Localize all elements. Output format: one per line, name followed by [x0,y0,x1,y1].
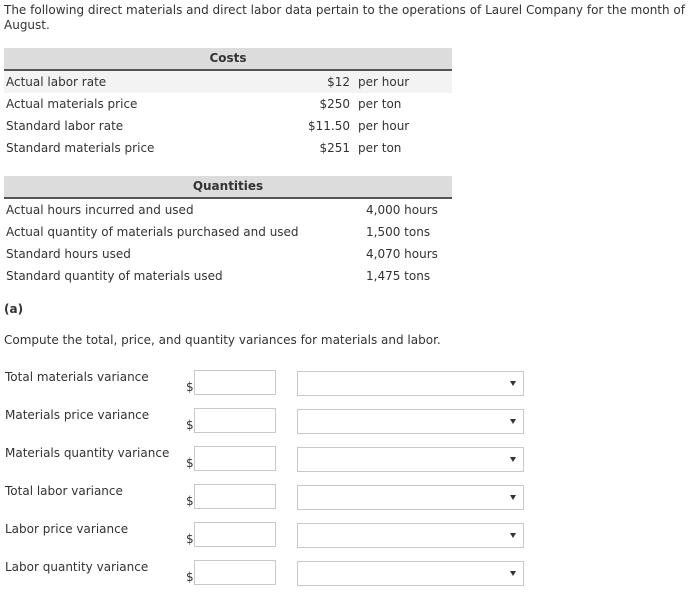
materials-price-variance-select[interactable] [297,409,524,434]
quantity-label: Actual hours incurred and used [6,203,194,217]
quantity-value: 4,070 hours [366,247,438,261]
instruction-text: Compute the total, price, and quantity variances for materials and labor. [4,333,441,347]
quantity-row-actual-hours [4,199,452,221]
total-materials-variance-select[interactable] [297,371,524,396]
quantity-row-standard-materials [4,265,452,287]
cost-label: Standard materials price [6,141,155,155]
cost-amount: $12 [327,75,350,89]
variance-label: Labor price variance [5,522,129,536]
variance-row-materials-price [0,408,695,436]
labor-price-variance-input[interactable] [194,522,276,547]
cost-unit: per ton [358,97,402,111]
variance-row-total-materials [0,370,695,398]
variance-row-labor-price [0,522,695,550]
dollar-sign: $ [186,494,194,508]
caret-down-icon [510,533,516,538]
quantity-row-actual-materials [4,221,452,243]
quantity-value: 1,500 tons [366,225,431,239]
cost-amount: $250 [319,97,350,111]
caret-down-icon [510,457,516,462]
variance-row-labor-quantity [0,560,695,588]
quantity-value: 1,475 tons [366,269,431,283]
dollar-sign: $ [186,532,194,546]
caret-down-icon [510,571,516,576]
total-materials-variance-input[interactable] [194,370,276,395]
quantities-table-header: Quantities [4,176,452,199]
cost-row-actual-materials-price [4,93,452,115]
part-label: (a) [4,302,24,316]
cost-unit: per ton [358,141,402,155]
dollar-sign: $ [186,380,194,394]
labor-price-variance-select[interactable] [297,523,524,548]
cost-row-actual-labor-rate [4,71,452,93]
labor-quantity-variance-select[interactable] [297,561,524,586]
labor-quantity-variance-input[interactable] [194,560,276,585]
materials-quantity-variance-select[interactable] [297,447,524,472]
cost-label: Standard labor rate [6,119,124,133]
variance-label: Materials price variance [5,408,150,422]
caret-down-icon [510,419,516,424]
total-labor-variance-input[interactable] [194,484,276,509]
cost-label: Actual labor rate [6,75,107,89]
cost-amount: $251 [319,141,350,155]
variance-label: Materials quantity variance [5,446,170,460]
problem-intro: The following direct materials and direct labor data pertain to the operations of Laurel Company for the month of August. [4,3,685,32]
variance-label: Total materials variance [5,370,149,384]
dollar-sign: $ [186,418,194,432]
caret-down-icon [510,495,516,500]
dollar-sign: $ [186,570,194,584]
quantity-label: Actual quantity of materials purchased and used [6,225,299,239]
caret-down-icon [510,381,516,386]
materials-price-variance-input[interactable] [194,408,276,433]
total-labor-variance-select[interactable] [297,485,524,510]
cost-row-standard-labor-rate [4,115,452,137]
costs-table-header: Costs [4,48,452,71]
quantity-label: Standard quantity of materials used [6,269,223,283]
cost-row-standard-materials-price [4,137,452,159]
cost-amount: $11.50 [308,119,350,133]
quantity-row-standard-hours [4,243,452,265]
dollar-sign: $ [186,456,194,470]
variance-label: Labor quantity variance [5,560,149,574]
variance-row-materials-quantity [0,446,695,474]
cost-label: Actual materials price [6,97,138,111]
materials-quantity-variance-input[interactable] [194,446,276,471]
cost-unit: per hour [358,75,410,89]
quantity-value: 4,000 hours [366,203,438,217]
variance-row-total-labor [0,484,695,512]
quantity-label: Standard hours used [6,247,131,261]
variance-label: Total labor variance [5,484,123,498]
cost-unit: per hour [358,119,410,133]
